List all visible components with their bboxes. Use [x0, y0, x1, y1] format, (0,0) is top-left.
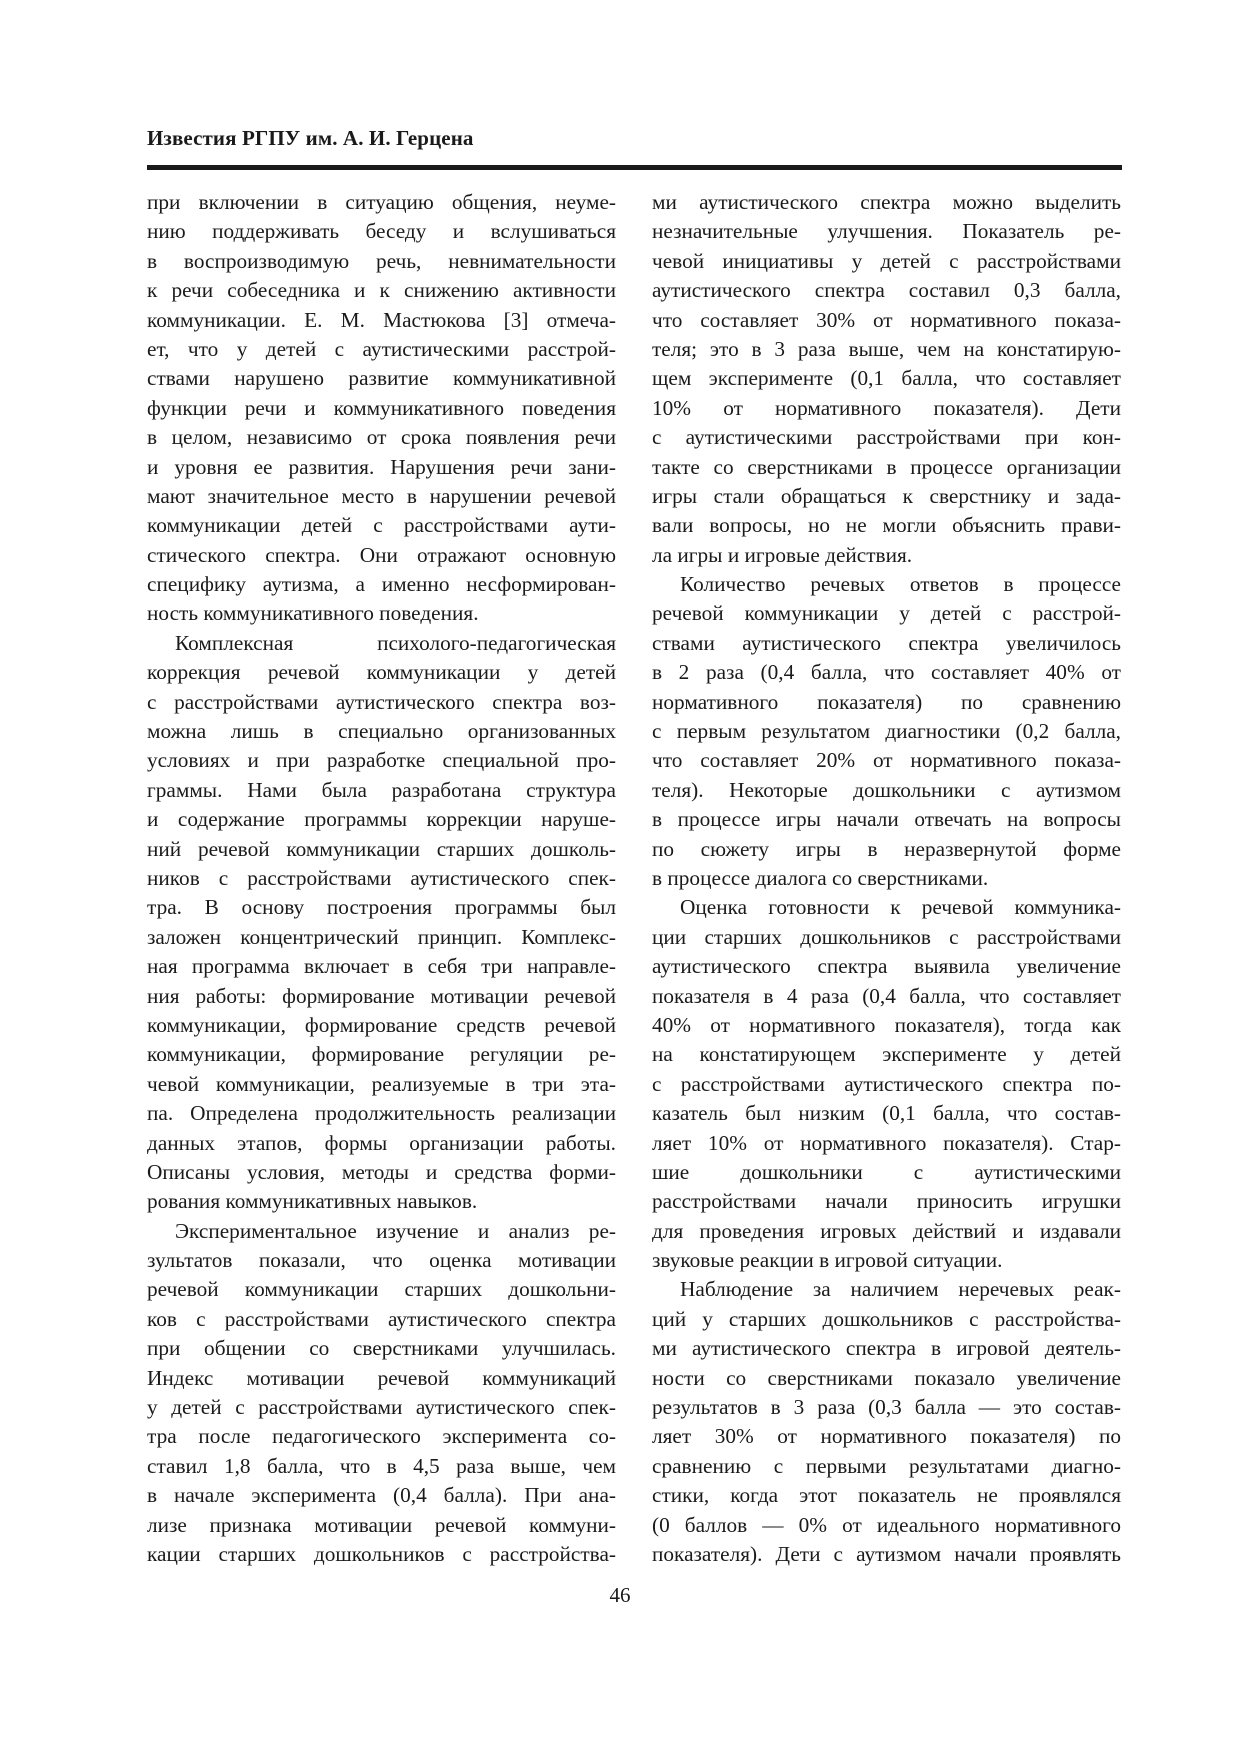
- text-line: вали вопросы, но не могли объяснить прави-: [652, 513, 1121, 538]
- text-line: чевой инициативы у детей с расстройствами: [652, 248, 1121, 273]
- text-line: чевой коммуникации, реализуемые в три эта-: [147, 1071, 616, 1096]
- text-line: кации старших дошкольников с расстройства-: [147, 1541, 616, 1566]
- text-line: в процессе игры начали отвечать на вопросы: [652, 807, 1121, 832]
- text-column-left: [147, 188, 616, 1569]
- text-line: стики, когда этот показатель не проявлялся: [652, 1483, 1121, 1508]
- text-line: 40% от нормативного показателя), тогда как: [652, 1012, 1121, 1037]
- text-line: расстройствами начали приносить игрушки: [652, 1189, 1121, 1214]
- text-line: щем эксперименте (0,1 балла, что составляет: [652, 366, 1121, 391]
- text-line: в целом, независимо от срока появления речи: [147, 425, 616, 450]
- text-line: показателя). Дети с аутизмом начали проявлять: [652, 1541, 1121, 1566]
- text-line: ности со сверстниками показало увеличение: [652, 1365, 1121, 1390]
- text-line: (0 баллов — 0% от идеального нормативного: [652, 1512, 1121, 1537]
- text-line: на констатирующем эксперименте у детей: [652, 1042, 1121, 1067]
- text-line: в начале эксперимента (0,4 балла). При ана-: [147, 1483, 616, 1508]
- text-line: теля; это в 3 раза выше, чем на констатирую-: [652, 336, 1121, 361]
- text-line: Наблюдение за наличием неречевых реак-: [680, 1277, 1121, 1302]
- text-line: рования коммуникативных навыков.: [147, 1189, 478, 1214]
- text-line: можна лишь в специально организованных: [147, 719, 616, 744]
- text-line: ставил 1,8 балла, что в 4,5 раза выше, чем: [147, 1453, 616, 1478]
- text-line: теля). Некоторые дошкольники с аутизмом: [652, 777, 1121, 802]
- text-line: результатов в 3 раза (0,3 балла — это состав-: [652, 1395, 1121, 1420]
- text-line: ков с расстройствами аутистического спектра: [147, 1306, 616, 1331]
- text-line: аутистического спектра выявила увеличение: [652, 954, 1121, 979]
- text-line: при включении в ситуацию общения, неуме-: [147, 190, 616, 214]
- text-line: ла игры и игровые действия.: [652, 542, 913, 567]
- text-line: к речи собеседника и к снижению активности: [147, 278, 616, 303]
- text-line: с аутистическими расстройствами при кон-: [652, 425, 1121, 450]
- text-line: шие дошкольники с аутистическими: [652, 1159, 1121, 1184]
- text-line: ет, что у детей с аутистическими расстрой-: [147, 336, 616, 361]
- text-line: казатель был низким (0,1 балла, что состав-: [652, 1101, 1121, 1126]
- text-line: ний речевой коммуникации старших дошколь-: [147, 836, 616, 861]
- text-line: зультатов показали, что оценка мотивации: [147, 1248, 616, 1273]
- text-line: и уровня ее развития. Нарушения речи зани-: [147, 454, 616, 479]
- text-line: тра. В основу построения программы был: [147, 895, 616, 920]
- text-line: ции старших дошкольников с расстройствами: [652, 924, 1121, 949]
- text-line: что составляет 20% от нормативного показа-: [652, 748, 1121, 773]
- text-line: ляет 30% от нормативного показателя) по: [652, 1424, 1121, 1449]
- text-line: заложен концентрический принцип. Комплекс-: [147, 924, 616, 949]
- text-line: ляет 10% от нормативного показателя). Стар-: [652, 1130, 1121, 1155]
- text-line: нию поддерживать беседу и вслушиваться: [147, 219, 616, 244]
- text-line: Количество речевых ответов в процессе: [680, 572, 1121, 597]
- text-line: сравнению с первыми результатами диагно-: [652, 1453, 1121, 1478]
- text-line: функции речи и коммуникативного поведения: [147, 395, 616, 420]
- text-line: коммуникации. Е. М. Мастюкова [3] отмеча-: [147, 307, 616, 332]
- header-rule: [147, 165, 1122, 170]
- text-line: коммуникации детей с расстройствами аути-: [147, 513, 616, 538]
- text-line: условиях и при разработке специальной про-: [147, 748, 616, 773]
- text-line: граммы. Нами была разработана структура: [147, 777, 616, 802]
- text-line: Комплексная психолого-педагогическая: [175, 630, 616, 655]
- text-line: игры стали обращаться к сверстнику и зада-: [652, 483, 1121, 508]
- text-line: коммуникации, формирование регуляции ре-: [147, 1042, 616, 1067]
- text-line: у детей с расстройствами аутистического спек-: [147, 1395, 616, 1420]
- text-line: тра после педагогического эксперимента со-: [147, 1424, 616, 1449]
- text-line: с первым результатом диагностики (0,2 балла,: [652, 719, 1121, 744]
- text-line: коммуникации, формирование средств речевой: [147, 1012, 616, 1037]
- text-line: ность коммуникативного поведения.: [147, 601, 479, 626]
- text-line: звуковые реакции в игровой ситуации.: [652, 1248, 1003, 1273]
- text-line: ми аутистического спектра можно выделить: [652, 190, 1121, 214]
- text-line: мают значительное место в нарушении речевой: [147, 483, 616, 508]
- text-column-right: [652, 188, 1121, 1569]
- text-line: ствами аутистического спектра увеличилось: [652, 630, 1121, 655]
- text-line: показателя в 4 раза (0,4 балла, что составляет: [652, 983, 1121, 1008]
- journal-running-head: Известия РГПУ им. А. И. Герцена: [147, 126, 474, 150]
- text-line: что составляет 30% от нормативного показа-: [652, 307, 1121, 332]
- text-line: ми аутистического спектра в игровой деятель-: [652, 1336, 1121, 1361]
- text-line: незначительные улучшения. Показатель ре-: [652, 219, 1121, 244]
- text-line: ций у старших дошкольников с расстройства-: [652, 1306, 1121, 1331]
- text-line: с расстройствами аутистического спектра по-: [652, 1071, 1121, 1096]
- text-line: па. Определена продолжительность реализации: [147, 1101, 616, 1126]
- text-line: для проведения игровых действий и издавали: [652, 1218, 1121, 1243]
- text-line: с расстройствами аутистического спектра воз-: [147, 689, 616, 714]
- text-line: ствами нарушено развитие коммуникативной: [147, 366, 616, 391]
- text-line: и содержание программы коррекции наруше-: [147, 807, 616, 832]
- text-line: лизе признака мотивации речевой коммуни-: [147, 1512, 616, 1537]
- text-line: нормативного показателя) по сравнению: [652, 689, 1121, 714]
- text-line: по сюжету игры в неразвернутой форме: [652, 836, 1121, 861]
- text-line: речевой коммуникации у детей с расстрой-: [652, 601, 1121, 626]
- text-line: ния работы: формирование мотивации речевой: [147, 983, 616, 1008]
- text-line: ная программа включает в себя три направле-: [147, 954, 616, 979]
- text-line: речевой коммуникации старших дошкольни-: [147, 1277, 616, 1302]
- page-number: 46: [609, 1583, 631, 1607]
- text-line: Экспериментальное изучение и анализ ре-: [175, 1218, 616, 1243]
- text-line: при общении со сверстниками улучшилась.: [147, 1336, 616, 1361]
- text-line: в процессе диалога со сверстниками.: [652, 865, 989, 890]
- text-line: Индекс мотивации речевой коммуникаций: [147, 1365, 616, 1390]
- text-line: такте со сверстниками в процессе организации: [652, 454, 1121, 479]
- text-line: 10% от нормативного показателя). Дети: [652, 395, 1121, 420]
- text-line: Оценка готовности к речевой коммуника-: [680, 895, 1121, 920]
- text-line: в воспроизводимую речь, невнимательности: [147, 248, 616, 273]
- text-line: данных этапов, формы организации работы.: [147, 1130, 616, 1155]
- text-line: Описаны условия, методы и средства форми-: [147, 1159, 616, 1184]
- text-line: специфику аутизма, а именно несформирован-: [147, 572, 616, 597]
- text-line: ников с расстройствами аутистического спек-: [147, 865, 616, 890]
- text-line: в 2 раза (0,4 балла, что составляет 40% от: [652, 660, 1121, 685]
- text-line: стического спектра. Они отражают основную: [147, 542, 616, 567]
- text-line: аутистического спектра составил 0,3 балла,: [652, 278, 1121, 303]
- text-line: коррекция речевой коммуникации у детей: [147, 660, 616, 685]
